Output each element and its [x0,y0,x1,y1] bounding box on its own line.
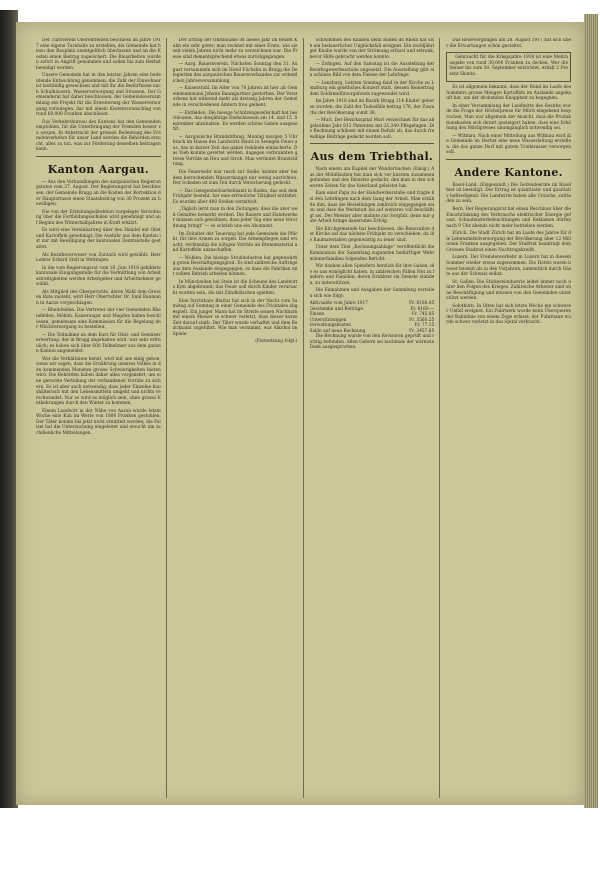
col2-p9: Im Zeitalter der Teuerung hat jede Gemeinde die Pflicht, für ihre Armen zu sorgen. Die Armenpflegen sind ersucht, rechtzeitig die nötigen Vorräte an Brennmaterial und Kartoffeln anzuschaffen. [172,231,298,254]
col1-p9: Als Mitglied des Obergerichts, deren Wahl dem Grossen Rate zusteht, wird Herr Oberrichter Dr. Emil Baumann in Aarau vorgeschlagen. [36,289,161,306]
col2-p7: — Das Gelegenheitsarbeitsamt in Baden, das seit dem Frühjahr besteht, hat eine erfreuliche Tätigkeit entfaltet. Es wurden über 400 Stellen vermittelt. [172,188,298,205]
col2-signature: (Fortsetzung folgt.) [255,339,298,345]
col4-p10: Solothurn. In Olten hat sich letzte Woche ein schwerer Unfall ereignet. Ein Fuhrwerk wurde beim Überqueren der Bahnlinie von einem Zuge erfasst; der Fuhrmann wurde schwer verletzt in das Spital verbracht. [446,303,571,326]
col2-p4: — Entfelden. Die hiesige Schützengesellschaft hat beschlossen, das diesjährige Endschiessen am 14. und 15. September abzuhalten. Es werden schöne Gaben ausgesetzt. [172,110,298,133]
col1-p3: Das Verkehrsbureau des Kantons hat den Gemeinden empfohlen, für die Unterbringung der Fremden besser zu sorgen. In Anbetracht der grossen Bedeutung des Fremdenverkehrs für unser Land werden die Behörden ersucht, alles zu tun, was zur Förderung desselben beitragen kann. [36,119,161,153]
col3-p11: Die Einnahmen und Ausgaben der Sammlung verteilen sich wie folgt: [309,288,435,299]
col3-p8: Die Kirchgemeinde hat beschlossen, die Renovation der Kirche auf das nächste Frühjahr zu verschieben, da die Baumaterialien gegenwärtig zu teuer sind. [309,226,435,243]
col4-p6: Bern. Der Regierungsrat hat einen Beschluss über die Einschränkung des Verbrauchs elektrischer Energie gefasst. Schaufensterbeleuchtungen und Reklamen dürfen nach 9 Uhr abends nicht mehr betrieben werden. [446,207,571,229]
col3-p3: — Lenzburg. Letzten Sonntag fand in der Kirche zu Lenzburg ein geistliches Konzert statt, dessen Reinertrag dem Soldatenfürsorgefonds zugewendet wird. [309,80,435,97]
col1-p10: — Rheinfelden. Die Vertreter der vier Gemeinden Rheinfelden, Möhlin, Kaiseraugst und Magden haben beschlossen, gemeinsam eine Kommission für die Regelung der Milchversorgung zu bestellen. [36,308,161,331]
newspaper-page [16,22,584,805]
col1-p6: Es wird eine Vereinbarung über den Handel mit Obst und Kartoffeln genehmigt. Die Ausfuhr aus dem Kanton ist nur mit Bewilligung der kantonalen Zentralstelle gestattet. [36,228,161,250]
col3-p6: Nach einem am Kapitel der Wanderbuchen (Einsg.) Aus der Mobilisation hat man sich vor kurzem zusammengefunden und des Dienstes gedacht, den man in den schweren Zeiten für das Vaterland geleistet hat. [309,167,435,189]
divider [446,159,571,160]
boxed-notice [446,52,571,82]
col2-p1: Der Ertrag der Obstbäume ist dieses Jahr im Bezirk Kulm ein sehr guter; man rechnet mit einer Ernte, wie sie seit vielen Jahren nicht mehr zu verzeichnen war. Die Preise sind dementsprechend etwas zurückgegangen. [172,38,298,60]
column-2 [173,38,304,798]
col4-p5: Basel-Land. (Eingesandt.) Die Getreideernte im Baselbiet ist beendigt. Der Ertrag ist quantitativ und qualitativ befriedigend. Die Landwirte haben alle Ursache, zufrieden zu sein. [446,182,571,205]
col1-p12: Wer die Verhältnisse kennt, wird mit uns einig gehen, wenn wir sagen, dass die Ernährung unseres Volkes in den kommenden Monaten grosse Schwierigkeiten bieten wird. Die Behörden haben daher alles vorgekehrt, um eine gerechte Verteilung der vorhandenen Vorräte zu sichern. Es ist aber auch notwendig, dass jeder Einzelne haushälterisch mit den Lebensmitteln umgeht und nichts verschwendet. Nur so wird es möglich sein, ohne grosse Entbehrungen durch den Winter zu kommen. [36,356,161,407]
col3-p7: Kam einst Papa zu der Handwerkerstube und fragte bei den Lehrlingen nach dem Gang der Arbeit. Man erzählte ihm, dass die Bestellungen zahlreich eingegangen seien und dass die Werkstatt bis auf weiteres voll beschäftigt sei. Der Meister aber mahnte zur Sorgfalt, denn nur gute Arbeit bringe dauernden Erfolg. [309,191,435,225]
col4-p7: Zürich. Die Stadt Zürich hat im Laufe des Jahres für die Lebensmittelversorgung der Bevölkerung über 12 Millionen Franken ausgegeben. Der Stadtrat beantragt dem Grossen Stadtrat einen Nachtragskredit. [446,231,571,253]
col4-box-text: Gebraucht für die Kriegsjahre 1918 ist eine Mehrausgabe von rund 30,000 Franken zu decken. Wer die Steuer bis zum 30. September entrichtet, erhält 2 Prozent Skonto. [449,55,568,77]
col4-p4: — Wittnau. Nach einer Mitteilung aus Wittnau wird die Gemeinde im Herbst eine neue Wasserleitung erstellen, die das ganze Dorf mit gutem Trinkwasser versorgen soll. [446,133,571,156]
column-1 [36,38,167,798]
col4-p8: Luzern. Der Fremdenverkehr in Luzern hat in diesem Sommer wieder etwas zugenommen. Die Hotels waren besser besetzt als in den Vorjahren, namentlich durch Gäste aus der Schweiz selbst. [446,255,571,278]
col2-p2: — Aarg. Bauernverein. Nächsten Sonntag den 31. August versammeln sich im Hotel Füchslin in Brugg die Delegierten des aargauischen Bauernverbandes zur ordentlichen Jahresversammlung. [172,62,298,84]
col2-p6: Die Feuerwehr war rasch zur Stelle, konnte aber bei dem herrschenden Wassermangel nur wenig ausrichten. Der Schaden ist zum Teil durch Versicherung gedeckt. [172,170,298,187]
amount-row: Unterstützungen Fr. 3560.25 [309,317,435,323]
divider [310,143,435,144]
col2-p12: Eine furchtbare Bluttat hat sich in der Nacht vom Samstag auf Sonntag in einer Gemeinde des Fricktales abgespielt. Ein junger Mann hat im Streite seinen Nachbarn mit einem Messer so schwer verletzt, dass dieser kurze Zeit darauf starb. Der Täter wurde verhaftet und dem Bezirksamt zugeführt. Wie man vernimmt, war Alkohol im Spiele. [172,298,298,337]
col3-p1: Schwimmen des Knaben beim Baden im Rhein hat sich ein bedauerlicher Unglücksfall ereignet. Ein zwölfjähriger Knabe wurde von der Strömung erfasst und ertrank, bevor Hilfe gebracht werden konnte. [309,38,435,60]
col4-p9: St. Gallen. Die Stickereiindustrie leidet immer noch unter den Folgen des Krieges. Zahlreiche Arbeiter sind ohne Beschäftigung und müssen von den Gemeinden unterstützt werden. [446,279,571,302]
amount-row: Zinsen Fr. 745.05 [309,312,435,318]
col1-p5: Die von der Erziehungsdirektion vorgelegte Verordnung über die Fortbildungsschulen wird genehmigt und auf Beginn des Winterhalbjahres in Kraft erklärt. [36,209,161,226]
col4-p3: In einer Versammlung der Landwirte des Bezirks wurde die Frage der Höchstpreise für Milch eingehend besprochen. Man war allgemein der Ansicht, dass die Produktionskosten sich derart gesteigert haben, dass eine Erhöhung des Milchpreises unumgänglich notwendig sei. [446,103,571,132]
col1-p8: In die vom Regierungsrat vom 10. Juni 1918 gebildete kantonale Einigungsstelle für die Vermittlung von Arbeitsstreitigkeiten werden Arbeitgeber und Arbeitnehmer gewählt. [36,265,161,288]
amount-row: Verwaltungskosten Fr. 77.15 [309,323,435,329]
col2-p3: — Kaiserstuhl. Im Alter von 78 Jahren ist hier alt Gemeindeammann Johann Baumgartner gestorben. Der Verstorbene hat während mehr als dreissig Jahren der Gemeinde in verschiedenen Ämtern treu gedient. [172,86,298,109]
col3-p5: — Muri. Der Bezirksspital Muri verzeichnet für das abgelaufene Jahr 812 Patienten mit 21,340 Pflegetagen. Die Rechnung schliesst mit einem Defizit ab, das durch freiwillige Beiträge gedeckt werden soll. [309,118,435,140]
bottom-margin [0,808,600,884]
heading-kanton-aargau: Kanton Aargau. [47,162,149,176]
page-stack-edge [584,14,598,809]
col2-p5: — Aargauische Brandstiftung. Montag morgen 5 Uhr brach im Hause des Landwirts Hauri in Seengen Feuer aus, das in kurzer Zeit das ganze Gebäude einäscherte. Das Vieh konnte gerettet werden, dagegen verbrannten grosse Vorräte an Heu und Stroh. Man vermutet Brandstiftung. [172,134,298,168]
col2-p11: In Münchwilen bei Stein ist die Scheune des Landwirts Kym abgebrannt; das Feuer soll durch Kinder verursacht worden sein, die mit Zündhölzchen spielten. [172,279,298,296]
col4-p2: Es ist allgemein bekannt, dass der Bund im Laufe des Sommers grosse Mengen Kartoffeln im Auslande angekauft hat, um der drohenden Knappheit zu begegnen. [446,85,571,102]
col1-p4: — Aus den Verhandlungen des aargauischen Regierungsrates vom 27. August. Der Regierungsrat hat beschlossen, der Gemeinde Brugg an die Kosten der Korrektion der Hauptstrasse einen Staatsbeitrag von 30 Prozent zu bewilligen. [36,179,161,208]
col4-p1: Das Reisevergnügen am 28. August 1917 hat sich über die Erwartungen schön gestaltet. [446,38,571,49]
col1-p13: Einem Landwirt in der Nähe von Aarau wurde letzte Woche eine Kuh im Werte von 1800 Franken gestohlen. Der Täter konnte bis jetzt nicht ermittelt werden; die Polizei hat die Untersuchung eingeleitet und ersucht um sachdienliche Mitteilungen. [36,408,161,436]
col3-p12: Die Rechnung wurde von den Revisoren geprüft und richtig befunden. Allen Gebern sei nochmals der wärmste Dank ausgesprochen. [309,334,435,351]
col3-p4: Im Jahre 1918 sind im Bezirk Brugg 214 Kinder geboren worden; die Zahl der Todesfälle betrug 176, der Zuwachs der Bevölkerung somit 38. [309,99,435,116]
col1-p2: Unsere Gemeinde hat in den letzten Jahren eine bedeutende Entwicklung genommen; die Zahl der Einwohner ist beständig gewachsen und mit ihr die Bedürfnisse nach Schulhäusern, Wasserversorgung und Strassen. Der Gemeinderat hat daher beschlossen, der Gemeindeversammlung ein Projekt für die Erweiterung der Wasserversorgung vorzulegen, das mit einem Kostenvoranschlag von rund 60,000 Franken abschliesst. [36,73,161,118]
col1-p11: — Die Teilnahme an dem Kurs für Obst- und Gemüseverwertung, der in Brugg abgehalten wird, war sehr erfreulich; es haben sich über 600 Teilnehmer aus dem ganzen Kanton angemeldet. [36,332,161,355]
column-3 [310,38,441,798]
col3-p9: Unter dem Titel „Rechnungsablage“ veröffentlicht die Kommission der Sammlung zugunsten bedürftiger Wehrmännerfamilien folgenden Bericht: [309,245,435,262]
amount-row: Aktivsaldo vom Jahre 1917 Fr. 6186.05 [309,301,435,307]
column-4 [446,38,576,798]
amount-row: Saldo auf neue Rechnung Fr. 3457.65 [309,328,435,334]
heading-aus-dem-triebthal: Aus dem Triebthal. [310,150,434,164]
col3-p10: Wir danken allen Spendern herzlich für ihre Gaben, die es uns ermöglicht haben, in zahlreichen Fällen Not zu lindern und Familien, deren Ernährer im Dienste standen, zu unterstützen. [309,264,435,286]
amount-row: Geschenke und Beiträge Fr. 8160.— [309,306,435,312]
col2-p8: „Täglich lernt man in den Zeitungen, dass die aber weit Gehaltes bemerkt werden. Die Bauern und Handwerker müssen sich gewöhnen, dass jeder Tag eine neue Verordnung bringt“ — so schrieb uns ein Abonnent. [172,207,298,229]
col2-p10: — Wohlen. Die hiesige Strohindustrie hat gegenwärtig guten Beschäftigungsgrad. Es sind zahlreiche Aufträge aus dem Auslande eingegangen, so dass die Fabriken mit vollem Betrieb arbeiten können. [172,255,298,278]
heading-andere-kantone: Andere Kantone. [454,165,563,179]
col1-p1: Der Turnverein Oberentfelden beschloss im Jahre 1917 eine eigene Turnhalle zu erstellen; die Gemeinde hat hiezu den Bauplatz unentgeltlich überlassen und an die Kosten einen Beitrag zugesichert. Die Bauarbeiten wurden sofort in Angriff genommen und sollen bis zum Herbst beendigt werden. [36,38,161,71]
divider [36,156,161,157]
col1-p7: Als Bezirksverweser von Zurzach wird gewählt: Herr Lehrer Erhard Stoll in Wettingen. [36,252,161,264]
col3-p2: — Zofingen. Auf den Samstag ist die Ausstellung der Bezirksgewerbeschule angesetzt. Die Ausstellung gibt ein schönes Bild von dem Fleisse der Lehrlinge. [309,62,435,79]
